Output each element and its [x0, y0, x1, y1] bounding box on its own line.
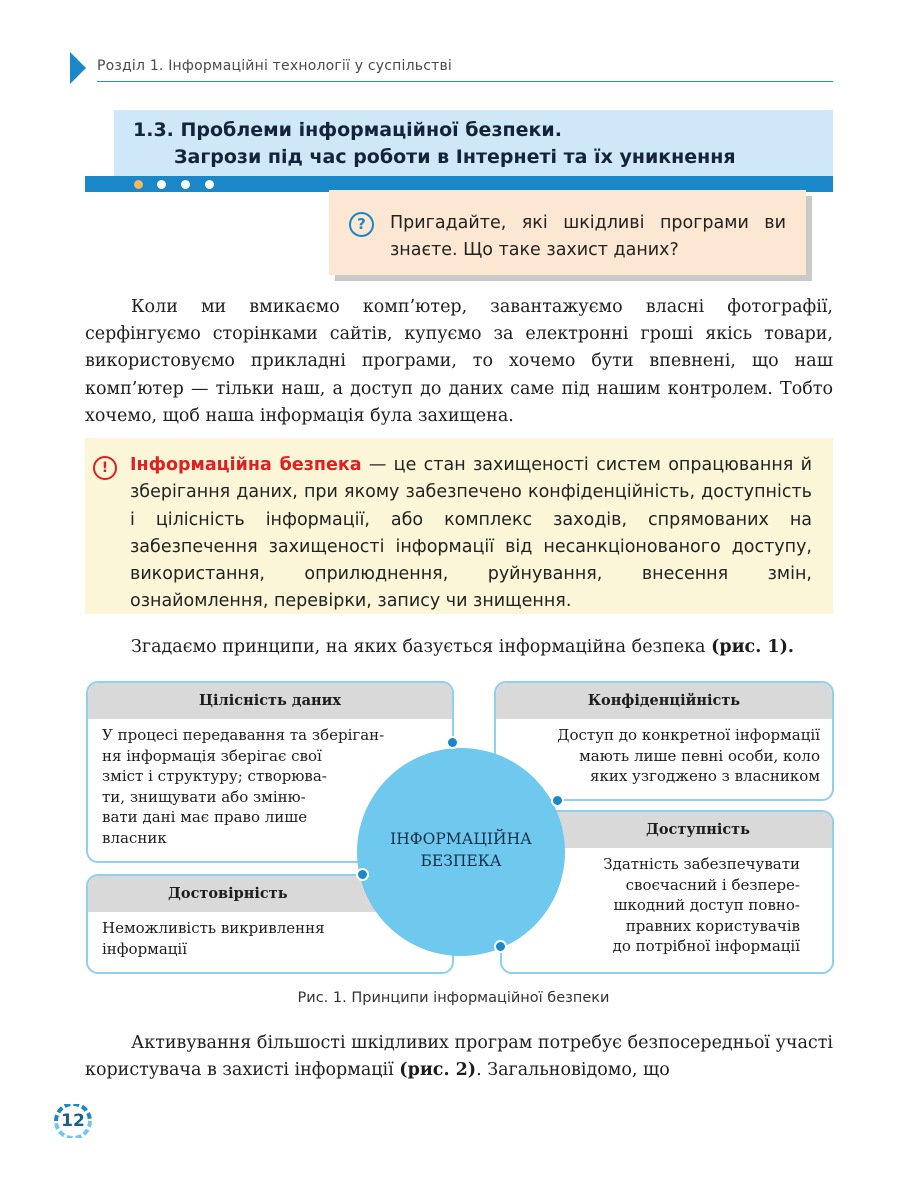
progress-dot [157, 180, 166, 189]
card-line: своєчасний і безпере- [625, 875, 800, 894]
center-label-line2: БЕЗПЕКА [420, 852, 502, 870]
section-title-line2: Загрози під час роботи в Інтернеті та їх уникнення [174, 146, 736, 168]
body-paragraph-3 [85, 1030, 833, 1084]
card-availability-body [542, 854, 800, 957]
figure-reference: (рис. 2) [399, 1060, 477, 1081]
header-triangle-icon [70, 52, 86, 84]
figure-reference: (рис. 1). [711, 637, 794, 657]
card-line: до потрібної інформації [612, 937, 800, 955]
paragraph3-text-end: . Загальновідомо, що [476, 1060, 670, 1081]
card-line: ня інформація зберігає свої [102, 746, 322, 765]
question-icon: ? [349, 212, 374, 237]
card-availability-title: Доступність [502, 812, 832, 848]
card-confidentiality-body [510, 725, 820, 787]
card-line: правних користувачів [625, 916, 800, 935]
figure-caption: Рис. 1. Принципи інформаційної безпеки [297, 990, 610, 1006]
card-line: У процесі передавання та зберіган- [102, 726, 385, 744]
card-line: Здатність забезпечувати [603, 855, 800, 873]
card-line: власник [102, 828, 167, 847]
progress-dot [205, 180, 214, 189]
connector-dot [356, 868, 369, 881]
card-confidentiality-title: Конфіденційність [496, 683, 832, 719]
definition-body: — це стан захищеності систем опрацювання й зберігання даних, при якому забезпечено конфіденційність, доступність і цілісність інформації, або комплекс заходів, спрямованих на забезпечення захищеності інформації від несанкціонованого доступу, використання, оприлюднення, руйнування, внесення змін, ознайомлення, перевірки, запису чи знищення. [130, 455, 812, 612]
card-authenticity-body [102, 918, 402, 959]
card-line: яких узгоджено з власником [589, 767, 820, 785]
card-line: ти, знищувати або зміню- [102, 787, 306, 806]
exclamation-icon: ! [93, 456, 117, 480]
card-line: шкодний доступ повно- [613, 896, 800, 914]
body-paragraph-1: Коли ми вмикаємо комп’ютер, завантажуємо власні фотографії, серфінгуємо сторінками сайтів, купуємо за електронні гроші якісь товари, використовуємо прикладні програми, то хочемо бути впевнені, що наш комп’ютер — тільки наш, а доступ до даних саме під нашим контролем. Тобто хочемо, щоб наша інформація була захищена. [85, 297, 833, 426]
definition-text [130, 452, 812, 616]
connector-dot [551, 794, 564, 807]
card-line: вати дані має право лише [102, 808, 308, 826]
connector-dot [446, 736, 459, 749]
progress-dot-active [134, 180, 143, 189]
center-label-line1: ІНФОРМАЦІЙНА [390, 830, 532, 848]
recall-text: Пригадайте, які шкідливі програми ви знаєте. Що таке захист даних? [390, 213, 786, 260]
section-title-line1: 1.3. Проблеми інформаційної безпеки. [133, 119, 562, 141]
definition-term: Інформаційна безпека [130, 455, 362, 475]
card-line: мають лише певні особи, коло [579, 746, 820, 765]
body-paragraph-2 [131, 637, 794, 657]
paragraph3-text: Активування більшості шкідливих програм потребує безпосередньої участі користувача в захисті інформації [85, 1033, 833, 1081]
running-title: Розділ 1. Інформаційні технології у суспільстві [97, 58, 453, 74]
paragraph2-text: Згадаємо принципи, на яких базується інформаційна безпека [131, 637, 712, 657]
header-divider [97, 81, 833, 82]
progress-dot [181, 180, 190, 189]
card-line: інформації [102, 939, 188, 958]
connector-dot [494, 940, 507, 953]
card-authenticity-title: Достовірність [88, 876, 452, 912]
card-line: Доступ до конкретної інформації [557, 726, 820, 744]
card-line: зміст і структуру; створюва- [102, 767, 327, 785]
page-number: 12 [61, 1111, 85, 1131]
card-line: Неможливість викривлення [102, 919, 325, 937]
card-confidentiality [494, 681, 834, 801]
card-integrity-title: Цілісність даних [88, 683, 452, 719]
